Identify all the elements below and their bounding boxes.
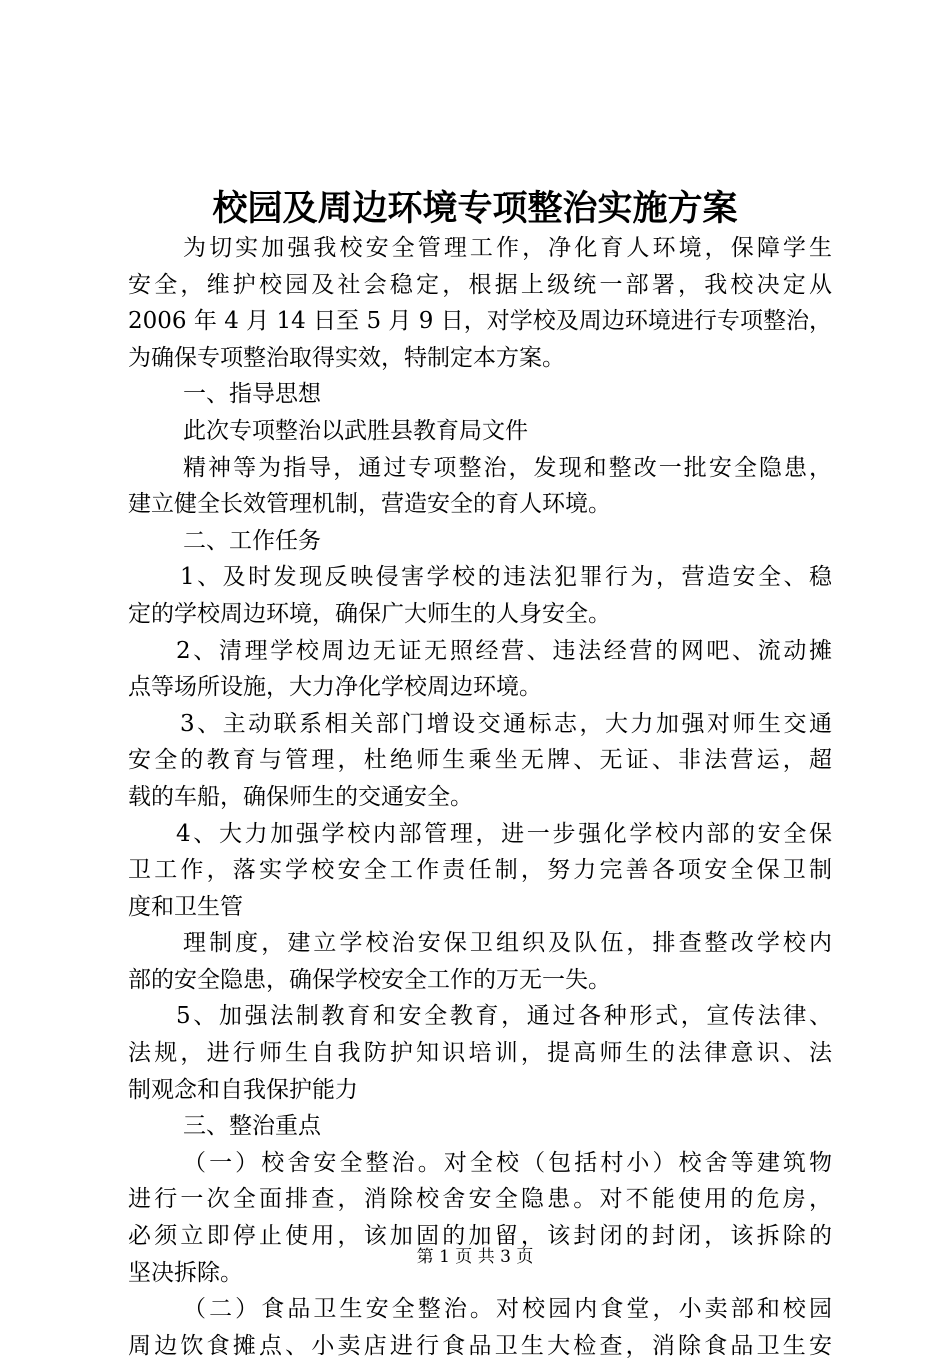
document-title: 校园及周边环境专项整治实施方案 (212, 188, 738, 229)
text-line: （二）食品卫生安全整治。对校园内食堂，小卖部和校园 (183, 1296, 832, 1323)
text-line: 精神等为指导，通过专项整治，发现和整改一批安全隐患， (183, 454, 832, 481)
text-line: 此次专项整治以武胜县教育局文件 (183, 417, 528, 444)
text-line: 安全，维护校园及社会稳定，根据上级统一部署，我校决定从 (128, 271, 832, 298)
text-line: 部的安全隐患，确保学校安全工作的万无一失。 (128, 966, 611, 993)
text-line: 理制度，建立学校治安保卫组织及队伍，排查整改学校内 (183, 930, 832, 957)
text-line: 4、大力加强学校内部管理，进一步强化学校内部的安全保 (176, 820, 832, 847)
text-line: 二、工作任务 (183, 527, 321, 554)
text-line: 安全的教育与管理，杜绝师生乘坐无牌、无证、非法营运，超 (128, 747, 832, 774)
document-body (128, 230, 832, 1364)
text-line: 建立健全长效管理机制，营造安全的育人环境。 (128, 491, 611, 518)
text-line: 一、指导思想 (183, 381, 321, 408)
text-line: 法规，进行师生自我防护知识培训，提高师生的法律意识、法 (128, 1040, 832, 1067)
page-footer: 第 1 页 共 3 页 (416, 1247, 534, 1267)
text-line: 2、清理学校周边无证无照经营、违法经营的网吧、流动摊 (176, 637, 832, 664)
text-line: 载的车船，确保师生的交通安全。 (128, 783, 473, 810)
text-line: 卫工作，落实学校安全工作责任制，努力完善各项安全保卫制 (128, 857, 832, 884)
text-line: 周边饮食摊点、小卖店进行食品卫生大检查，消除食品卫生安 (128, 1332, 832, 1359)
text-line: 进行一次全面排查，消除校舍安全隐患。对不能使用的危房， (128, 1186, 832, 1213)
text-line: 必须立即停止使用，该加固的加留，该封闭的封闭，该拆除的 (128, 1223, 832, 1250)
text-line: 制观念和自我保护能力 (128, 1076, 358, 1103)
text-line: （一）校舍安全整治。对全校（包括村小）校舍等建筑物 (183, 1149, 832, 1176)
text-line: 为切实加强我校安全管理工作，净化育人环境，保障学生 (183, 235, 832, 261)
text-line: 三、整治重点 (183, 1113, 321, 1140)
text-line: 定的学校周边环境，确保广大师生的人身安全。 (128, 600, 611, 627)
text-line: 1、及时发现反映侵害学校的违法犯罪行为，营造安全、稳 (180, 564, 832, 591)
text-line: 点等场所设施，大力净化学校周边环境。 (128, 674, 542, 701)
text-line: 2006 年 4 月 14 日至 5 月 9 日，对学校及周边环境进行专项整治， (128, 308, 832, 335)
text-line: 度和卫生管 (128, 893, 243, 920)
text-line: 坚决拆除。 (128, 1259, 243, 1286)
text-line: 5、加强法制教育和安全教育，通过各种形式，宣传法律、 (176, 1003, 832, 1030)
text-line: 为确保专项整治取得实效，特制定本方案。 (128, 344, 565, 371)
text-line: 3、主动联系相关部门增设交通标志，大力加强对师生交通 (180, 710, 832, 737)
